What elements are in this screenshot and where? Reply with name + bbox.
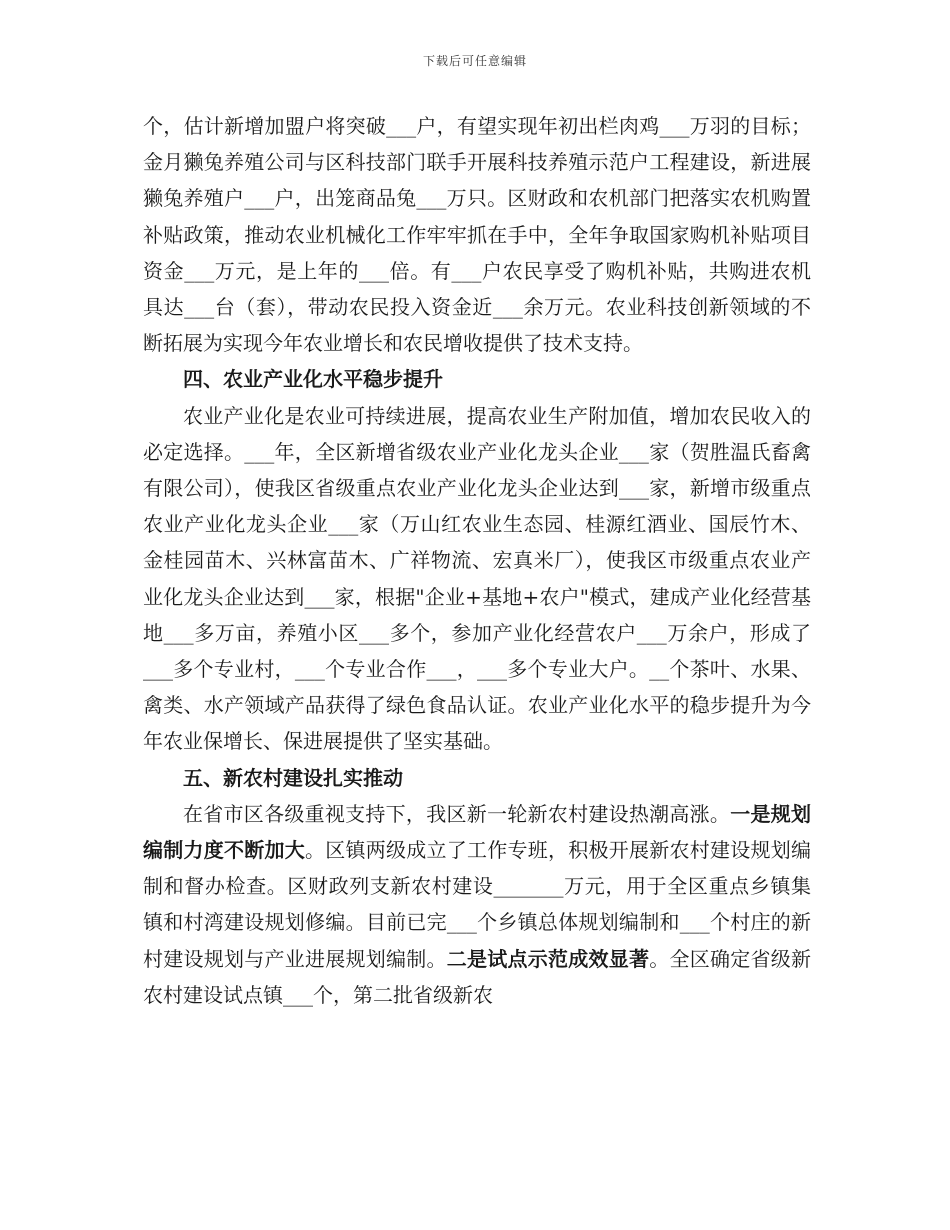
paragraph-agri-tech: 个，估计新增加盟户将突破___户，有望实现年初出栏肉鸡___万羽的目标；金月獭兔养殖公司与区科技部门联手开展科技养殖示范户工程建设，新进展獭兔养殖户___户，出笼商品兔___万只。区财政和农机部门把落实农机购置补贴政策，推动农业机械化工作牢牢抓在手中，全年争取国家购机补贴项目资金___万元，是上年的___倍。有___户农民享受了购机补贴，共购进农机具达___台（套），带动农民投入资金近___余万元。农业科技创新领域的不断拓展为实现今年农业增长和农民增收提供了技术支持。 <box>143 114 811 356</box>
text-run: 。全区确定省级新农村建设试点镇___个，第二批省级新农 <box>143 946 811 1007</box>
section-heading-4: 四、农业产业化水平稳步提升 <box>183 367 443 392</box>
bold-phrase-planning: 一是规划编制力度不断加大 <box>143 801 812 863</box>
paragraph-industrialization: 农业产业化是农业可持续进展，提高农业生产附加值，增加农民收入的必定选择。___年，全区新增省级农业产业化龙头企业___家（贺胜温氏畜禽有限公司），使我区省级重点农业产业化龙头企业达到___家，新增市级重点农业产业化龙头企业___家（万山红农业生态园、桂源红酒业、国辰竹木、金桂园苗木、兴林富苗木、广祥物流、宏真米厂），使我区市级重点农业产业化龙头企业达到___家，根据"企业+基地+农户"模式，建成产业化经营基地___多万亩，养殖小区___多个，参加产业化经营农户___万余户，形成了___多个专业村，___个专业合作___，___多个专业大户。__个茶叶、水果、禽类、水产领域产品获得了绿色食品认证。农业产业化水平的稳步提升为今年农业保增长、保进展提供了坚实基础。 <box>143 403 811 754</box>
paragraph-new-countryside <box>143 796 811 1013</box>
section-heading-5: 五、新农村建设扎实推动 <box>183 765 403 790</box>
page-header: 下载后可任意编辑 <box>422 54 527 68</box>
document-body <box>143 108 811 1013</box>
bold-phrase-pilot: 二是试点示范成效显著 <box>446 946 650 971</box>
text-run: 在省市区各级重视支持下，我区新一轮新农村建设热潮高涨。 <box>183 801 731 826</box>
text-run: 。区镇两级成立了工作专班，积极开展新农村建设规划编制和督办检查。区财政列支新农村建设_______万元，用于全区重点乡镇集镇和村湾建设规划修编。目前已完___个乡镇总体规划编制和___个村庄的新村建设规划与产业进展规划编制。 <box>143 838 811 971</box>
